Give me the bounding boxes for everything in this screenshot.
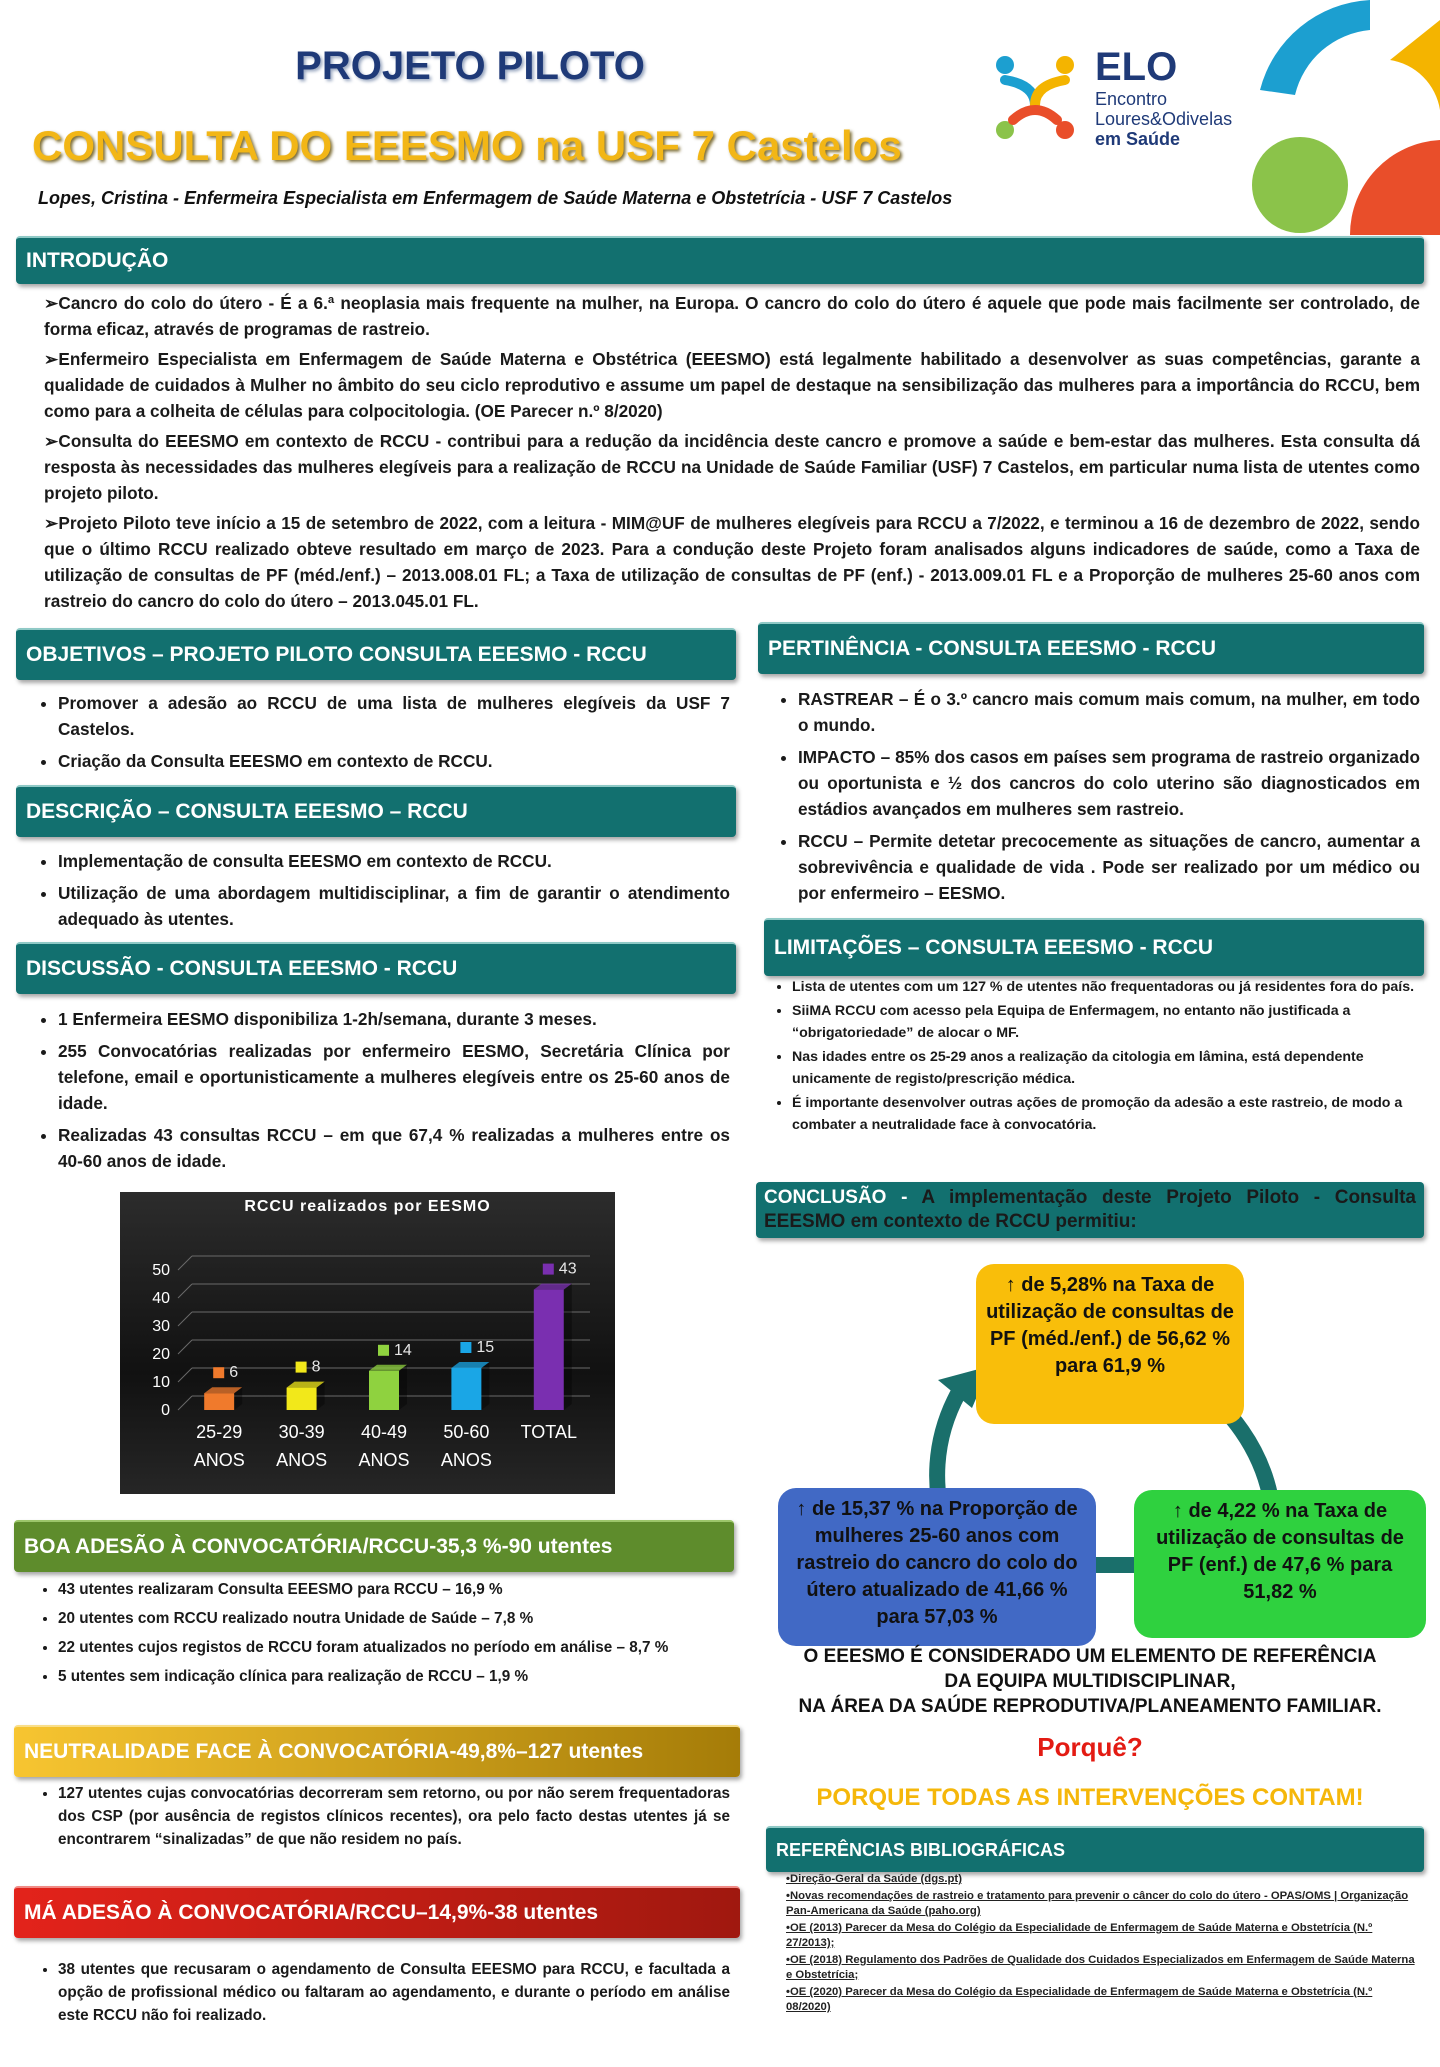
section-header-objetivos: OBJETIVOS – PROJETO PILOTO CONSULTA EEESMO - RCCU — [16, 628, 736, 680]
data-marker — [213, 1367, 224, 1378]
data-marker — [460, 1342, 471, 1353]
list-item: • RASTREAR – É o 3.º cancro mais comum mais comum, na mulher, em todo o mundo. — [798, 686, 1420, 738]
gridline — [178, 1368, 192, 1382]
section-header-boa-adesao: BOA ADESÃO À CONVOCATÓRIA/RCCU-35,3 %-90 utentes — [14, 1520, 734, 1572]
section-header-limitacoes: LIMITAÇÕES – CONSULTA EEESMO - RCCU — [764, 918, 1424, 976]
decorative-circles — [1220, 0, 1440, 235]
x-tick-label: ANOS — [440, 1450, 492, 1470]
result-box-right: ↑ de 4,22 % na Taxa de utilização de consultas de PF (enf.) de 47,6 % para 51,82 % — [1134, 1490, 1426, 1638]
list-item: • É importante desenvolver outras ações de promoção da adesão a este rastreio, de modo a combater a neutralidade face à convocatória. — [792, 1092, 1420, 1136]
logo-line2: Loures&Odivelas — [1095, 109, 1233, 129]
x-tick-label: 30-39 — [278, 1422, 325, 1442]
data-marker — [296, 1362, 307, 1373]
x-tick-label: TOTAL — [520, 1422, 577, 1442]
x-tick-label: 40-49 — [360, 1422, 408, 1442]
introducao-paragraph: ➢Enfermeiro Especialista em Enfermagem de Saúde Materna e Obstétrica (EEESMO) está legalmente habilitado a desenvolver as suas competências, garante a qualidade de cuidados à Mulher no âmbito do seu ciclo reprodutivo e assume um papel de destaque na sensibilização das mulheres para a importância do RCCU, bem como para a colheita de células para colpocitologia. (OE Parecer n.º 8/2020) — [44, 349, 1420, 421]
list-item: • 127 utentes cujas convocatórias decorreram sem retorno, ou por não serem frequentadoras dos CSP (por ausência de registos clínicos recentes), ora pelo facto destas utentes já se encontrarem “sinalizadas” de que não residem no país. — [58, 1782, 730, 1851]
reference-item[interactable]: •Direção-Geral da Saúde (dgs.pt) — [786, 1873, 962, 1885]
neutralidade-list — [36, 1782, 730, 1857]
list-item: • Realizadas 43 consultas RCCU – em que 67,4 % realizadas a mulheres entre os 40-60 anos de idade. — [58, 1122, 730, 1174]
section-header-descricao: DESCRIÇÃO – CONSULTA EEESMO – RCCU — [16, 785, 736, 837]
y-tick-label: 50 — [152, 1262, 170, 1279]
pertinencia-list — [776, 686, 1420, 912]
descricao-list — [36, 848, 730, 938]
y-tick-label: 30 — [152, 1318, 170, 1335]
introducao-text — [44, 290, 1420, 618]
x-tick-label: 50-60 — [443, 1422, 490, 1442]
list-item: • Promover a adesão ao RCCU de uma lista de mulheres elegíveis da USF 7 Castelos. — [58, 690, 730, 742]
bar-side — [399, 1365, 407, 1410]
objetivos-list — [36, 690, 730, 780]
ma-adesao-list — [36, 1958, 730, 2033]
data-label: 15 — [476, 1339, 495, 1356]
bar — [451, 1368, 481, 1410]
logo-line1: Encontro — [1095, 89, 1168, 109]
elo-logo-icon — [985, 45, 1085, 145]
statement-line: O EEESMO É CONSIDERADO UM ELEMENTO DE REFERÊNCIA — [803, 1646, 1377, 1667]
y-tick-label: 20 — [152, 1346, 170, 1363]
logo-line3: em Saúde — [1095, 129, 1181, 149]
statement-line: DA EQUIPA MULTIDISCIPLINAR, — [944, 1671, 1236, 1692]
poster-subtitle: CONSULTA DO EEESMO na USF 7 Castelos — [32, 122, 902, 169]
section-header-introducao: INTRODUÇÃO — [16, 236, 1424, 284]
introducao-paragraph: ➢Consulta do EEESMO em contexto de RCCU - contribui para a redução da incidência deste cancro e promove a saúde e bem-estar das mulheres. Esta consulta dá resposta às necessidades das mulheres elegíveis para a realização de RCCU na Unidade de Saúde Familiar (USF) 7 Castelos, em particular numa lista de utentes como projeto piloto. — [44, 431, 1420, 503]
boa-adesao-list — [36, 1578, 730, 1694]
reference-item[interactable]: •OE (2020) Parecer da Mesa do Colégio da Especialidade de Enfermagem de Saúde Materna e Obstetrícia (N.º 08/2020) — [786, 1986, 1373, 2013]
section-header-referencias: REFERÊNCIAS BIBLIOGRÁFICAS — [766, 1826, 1424, 1872]
conclusao-heading-text: A implementação deste Projeto Piloto - Consulta EEESMO em contexto de RCCU permitiu: — [764, 1187, 1417, 1232]
x-tick-label: ANOS — [358, 1450, 410, 1470]
gridline — [178, 1396, 192, 1410]
list-item: • Utilização de uma abordagem multidisciplinar, a fim de garantir o atendimento adequado às utentes. — [58, 880, 730, 932]
bar-side — [481, 1362, 489, 1410]
x-tick-label: ANOS — [276, 1450, 328, 1470]
introducao-paragraph: ➢Cancro do colo do útero - É a 6.ª neoplasia mais frequente na mulher, na Europa. O cancro do colo do útero é aquele que pode mais facilmente ser controlado, de forma eficaz, através de programas de rastreio. — [44, 293, 1420, 339]
reference-item[interactable]: •Novas recomendações de rastreio e tratamento para prevenir o câncer do colo do útero - OPAS/OMS | Organização Pan-Americana da Saúde (paho.org) — [786, 1890, 1409, 1917]
conclusao-statement — [760, 1644, 1420, 1719]
introducao-paragraph: ➢Projeto Piloto teve início a 15 de setembro de 2022, com a leitura - MIM@UF de mulheres elegíveis para RCCU a 7/2022, e terminou a 16 de dezembro de 2022, sendo que o último RCCU realizado obteve resultado em março de 2023. Para a condução deste Projeto foram analisados alguns indicadores de saúde, como a Taxa de utilização de consultas de PF (méd./enf.) – 2013.008.01 FL; a Taxa de utilização de consultas de PF (enf.) - 2013.009.01 FL e a Proporção de mulheres 25-60 anos com rastreio do cancro do colo do útero – 2013.045.01 FL. — [44, 513, 1420, 611]
conclusao-question: Porquê? — [1037, 1732, 1143, 1762]
list-item: • Criação da Consulta EEESMO em contexto de RCCU. — [58, 748, 730, 774]
section-header-discussao: DISCUSSÃO - CONSULTA EEESMO - RCCU — [16, 942, 736, 994]
list-item: • 22 utentes cujos registos de RCCU foram atualizados no período em análise – 8,7 % — [58, 1636, 730, 1659]
list-item: • Implementação de consulta EEESMO em contexto de RCCU. — [58, 848, 730, 874]
bar-side — [564, 1284, 572, 1410]
chart-plot — [120, 1192, 615, 1494]
list-item: • 20 utentes com RCCU realizado noutra Unidade de Saúde – 7,8 % — [58, 1607, 730, 1630]
discussao-list — [36, 1006, 730, 1180]
data-label: 43 — [558, 1260, 577, 1278]
list-item: • IMPACTO – 85% dos casos em países sem programa de rastreio organizado ou oportunista e ½ dos cancros do colo uterino são diagnosticados em estádios avançados em mulheres sem rastreio. — [798, 744, 1420, 822]
author-line: Lopes, Cristina - Enfermeira Especialista em Enfermagem de Saúde Materna e Obstetrícia - USF 7 Castelos — [38, 188, 953, 208]
x-tick-label: 25-29 — [196, 1422, 243, 1442]
gridline — [178, 1340, 192, 1354]
result-box-left: ↑ de 15,37 % na Proporção de mulheres 25-60 anos com rastreio do cancro do colo do útero atualizado de 41,66 % para 57,03 % — [778, 1488, 1096, 1646]
list-item: • 43 utentes realizaram Consulta EEESMO para RCCU – 16,9 % — [58, 1578, 730, 1601]
list-item: • SiiMA RCCU com acesso pela Equipa de Enfermagem, no entanto não justificada a “obrigatoriedade” de alocar o MF. — [792, 1000, 1420, 1044]
bar — [369, 1371, 399, 1410]
gridline — [178, 1284, 192, 1298]
list-item: • Lista de utentes com um 127 % de utentes não frequentadoras ou já residentes fora do país. — [792, 976, 1420, 998]
y-tick-label: 10 — [152, 1374, 170, 1391]
section-header-ma-adesao: MÁ ADESÃO À CONVOCATÓRIA/RCCU–14,9%-38 utentes — [14, 1886, 740, 1938]
statement-line: NA ÁREA DA SAÚDE REPRODUTIVA/PLANEAMENTO FAMILIAR. — [798, 1696, 1382, 1717]
list-item: • 255 Convocatórias realizadas por enfermeiro EESMO, Secretária Clínica por telefone, email e oportunisticamente a mulheres elegíveis entre os 25-60 anos de idade. — [58, 1038, 730, 1116]
reference-item[interactable]: •OE (2018) Regulamento dos Padrões de Qualidade dos Cuidados Especializados em Enfermagem de Saúde Materna e Obstetrícia; — [786, 1954, 1415, 1981]
conclusao-heading-label: CONCLUSÃO - — [764, 1187, 922, 1208]
y-tick-label: 40 — [152, 1290, 170, 1307]
data-label: 14 — [394, 1341, 412, 1359]
data-label: 6 — [229, 1364, 239, 1382]
conclusao-answer: PORQUE TODAS AS INTERVENÇÕES CONTAM! — [816, 1784, 1364, 1811]
referencias-list — [786, 1872, 1420, 2017]
rccu-chart — [120, 1192, 615, 1494]
reference-item[interactable]: •OE (2013) Parecer da Mesa do Colégio da Especialidade de Enfermagem de Saúde Materna e Obstetrícia (N.º 27/2013); — [786, 1922, 1373, 1949]
x-tick-label: ANOS — [193, 1450, 245, 1470]
bar — [204, 1393, 234, 1410]
list-item: • Nas idades entre os 25-29 anos a realização da citologia em lâmina, está dependente unicamente de registo/prescrição médica. — [792, 1046, 1420, 1090]
data-marker — [378, 1345, 389, 1356]
list-item: • RCCU – Permite detetar precocemente as situações de cancro, aumentar a sobrevivência e qualidade de vida . Pode ser realizado por um médico ou por enfermeiro – EESMO. — [798, 828, 1420, 906]
list-item: • 38 utentes que recusaram o agendamento de Consulta EEESMO para RCCU, e facultada a opção de profissional médico ou faltaram ao agendamento, e durante o período em análise este RCCU não foi realizado. — [58, 1958, 730, 2027]
bar — [287, 1388, 317, 1410]
section-header-neutralidade: NEUTRALIDADE FACE À CONVOCATÓRIA-49,8%–127 utentes — [14, 1725, 740, 1777]
data-label: 8 — [311, 1358, 321, 1376]
section-header-conclusao — [756, 1182, 1424, 1238]
y-tick-label: 0 — [161, 1402, 170, 1419]
result-box-top: ↑ de 5,28% na Taxa de utilização de consultas de PF (méd./enf.) de 56,62 % para 61,9 % — [976, 1264, 1244, 1424]
bar — [534, 1290, 564, 1410]
data-marker — [543, 1264, 554, 1275]
logo-name: ELO — [1095, 45, 1178, 89]
gridline — [178, 1312, 192, 1326]
section-header-pertinencia: PERTINÊNCIA - CONSULTA EEESMO - RCCU — [758, 622, 1424, 674]
limitacoes-list — [776, 976, 1420, 1138]
poster-title: PROJETO PILOTO — [295, 44, 645, 88]
gridline — [178, 1256, 192, 1270]
list-item: • 1 Enfermeira EESMO disponibiliza 1-2h/semana, durante 3 meses. — [58, 1006, 730, 1032]
chart-title: RCCU realizados por EESMO — [244, 1198, 491, 1215]
list-item: • 5 utentes sem indicação clínica para realização de RCCU – 1,9 % — [58, 1665, 730, 1688]
